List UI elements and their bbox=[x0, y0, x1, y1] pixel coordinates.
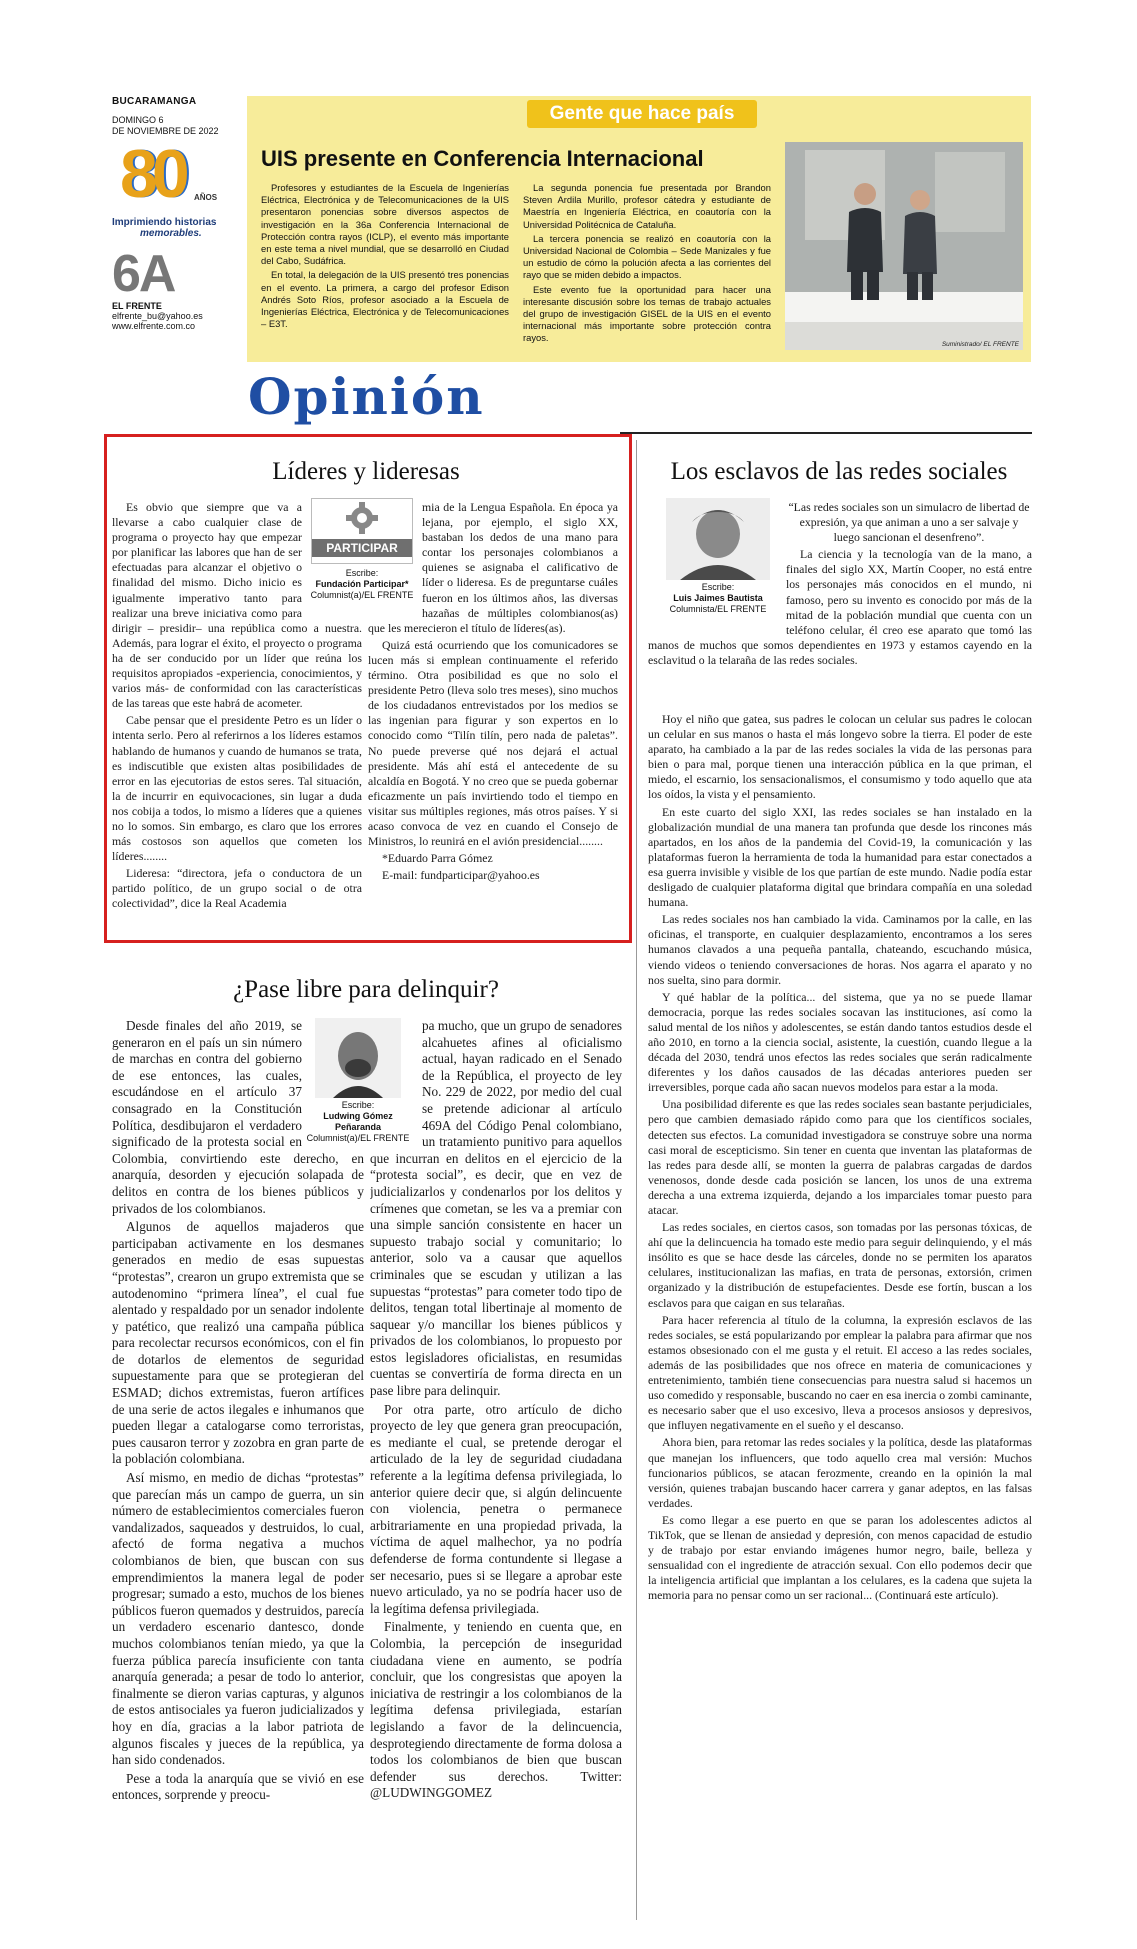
article-paragraph: Algunos de aquellos majaderos que participaban activamente en los desmanes generados en medio de esas supuestas “protestas”, crearon un grupo extremista que se autodenomino “primera línea”, el cual fue alentado y respaldado por un senador indolente y patético, que realizó una campaña pública para recolectar recursos económicos, con el fin de dotarlos de elementos de seguridad supuestamente para que se protegieran del ESMAD; dichos extremistas, fueron artífices de una serie de actos ilegales e inhumanos que pueden llegar a catalogarse como terroristas, pues causaron terror y zozobra en gran parte de la población colombiana. bbox=[112, 1219, 364, 1467]
banner-paragraph: En total, la delegación de la UIS presentó tres ponencias en el evento. La primera, a cargo del profesor Edison Andrés Soto Ríos, profesor asociado a la Escuela de Ingenierías Eléctrica, Electrónica y de Telecomunicaciones – E3T. bbox=[261, 269, 509, 330]
author-card-spacer bbox=[648, 500, 786, 628]
masthead bbox=[112, 96, 242, 366]
article-paragraph: Es como llegar a ese puerto en que se paran los adolescentes adictos al TikTok, que se llenan de ansiedad y depresión, con menos capacidad de estudio y de trabajo por estar enviando imágenes humor negro, baile, belleza y sensualidad con el ingrediente de atracción sexual. Con ello podemos decir que la inteligencia artificial que implantan a los celulares, es la cadena que sujeta la memoria para no pensar como un ser racional... (Continuará este artículo). bbox=[648, 1512, 1032, 1603]
article-paragraph: Y qué hablar de la política... del sistema, que ya no se puede llamar democracia, porque las redes sociales socavan las instituciones, así como la salud mental de los niños y adolescentes, se están dando tantos estudios desde el año 2010, en torno a la ciencia social, asistente, la cuestión, cuando llegue a la década del 2030, tendrá unos efectos las redes sociales que serán radicalmente diferentes y los daños causados de las décadas anteriores pueden ser irreversibles, porque cada año sacan nuevos modelos para estar a la moda. bbox=[648, 989, 1032, 1095]
article2-author-write: Escribe: bbox=[341, 1100, 375, 1110]
banner-col-2 bbox=[523, 182, 771, 345]
author-card-spacer bbox=[370, 1018, 422, 1148]
article3-author-name: Luis Jaimes Bautista bbox=[673, 593, 763, 603]
article-paragraph: Las redes sociales, en ciertos casos, son tomadas por las personas tóxicas, de ahí que la delincuencia ha tomado este medio para seguir delinquiendo, y el más insólito es que se hace desde las cárceles, donde no se permiten los aparatos celulares, institucionalizan las mafias, en trata de personas, extorsión, crimen organizado y la distribución de estupefacientes. Desde ese fortín, buscan a los esclavos para que caigan en sus telarañas. bbox=[648, 1220, 1032, 1310]
article3-intro bbox=[648, 500, 1032, 712]
page-number: 6A bbox=[112, 245, 175, 303]
article2-author-role: Columnist(a)/EL FRENTE bbox=[306, 1133, 410, 1143]
banner-paragraph: Profesores y estudiantes de la Escuela de Ingenierías Eléctrica, Electrónica y de Telecomunicaciones de la UIS presentaron ponencias sobre diversos aspectos de investigación en la 36a Conferencia Internacional de Protección contra rayos (ICLP), el evento más importante en este tema a nivel mundial, que se desarrolló en Ciudad del Cabo, Sudáfrica. bbox=[261, 182, 509, 267]
article1-col-2 bbox=[368, 500, 618, 930]
author-card-spacer bbox=[302, 1018, 364, 1148]
article-paragraph: La ciencia y la tecnología van de la mano, a finales del siglo XX, Martín Cooper, no está entre los personajes más conocidos en el mundo, ni famoso, pero su invento es conocido por más de la mitad de la población mundial que cuenta con un teléfono celular, él creo ese aparato que tomó las manos de muchos que somos dependientes en 1973 y estamos cayendo en la esclavitud o la telaraña de las redes sociales. bbox=[648, 547, 1032, 667]
article1-author-role: Columnist(a)/EL FRENTE bbox=[310, 590, 414, 600]
banner-paragraph: La segunda ponencia fue presentada por Brandon Steven Ardila Murillo, profesor cátedra y estudiante de Maestría en Ingeniería Eléctrica, en coautoría con la Universidad Politécnica de Cataluña. bbox=[523, 182, 771, 230]
article-paragraph: “Las redes sociales son un simulacro de libertad de expresión, ya que animan a uno a ser salvaje y luego sancionan el desenfreno”. bbox=[788, 500, 1030, 545]
column-divider bbox=[636, 440, 637, 1920]
article-paragraph: Las redes sociales nos han cambiado la vida. Caminamos por la calle, en las oficinas, el transporte, en cualquier desplazamiento, encontramos a los seres humanos clavados a una pequeña pantalla, chateando, escuchando música, viendo videos o teniendo conversaciones de horas. Nos agarra el aparato y no nos suelta, sino para dormir. bbox=[648, 912, 1032, 987]
author-card-spacer bbox=[368, 500, 422, 612]
article-paragraph: Quizá está ocurriendo que los comunicadores se lucen más si emplean continuamente el referido término. Otra posibilidad es que no solo el presidente Petro (lleva solo tres meses), sino muchos de los ciudadanos entrevistados por los medios se las ingenian para figurar y son expertos en lo conocido como “Tilín tilín, pero nada de paletas”. No puede preverse qué nos dejará el actual presidente. Más ahí está el antecedente de su alcaldía en Bogotá. Y no creo que se pueda gobernar eficazmente un país invirtiendo todo el tiempo en visitar sus múltiples regiones, más otros países. Y si acaso convoca de vez en cuando el Consejo de Ministros, lo reunirá en el avión presidencial........ bbox=[368, 637, 618, 849]
paper-email[interactable]: elfrente_bu@yahoo.es bbox=[112, 311, 203, 321]
participar-logo-text: PARTICIPAR bbox=[312, 539, 412, 557]
banner-section-tag: Gente que hace país bbox=[527, 100, 757, 128]
slogan-line-1: Imprimiendo historias bbox=[112, 217, 217, 228]
section-title: Opinión bbox=[248, 367, 485, 426]
article2-col-2 bbox=[370, 1018, 622, 1912]
banner-box bbox=[247, 96, 1031, 362]
article-paragraph: Lideresa: “directora, jefa o conductora de un partido político, de un grupo social o de otra colectividad”, dice la Real Academia bbox=[112, 866, 362, 911]
article-paragraph: Así mismo, en medio de dichas “protestas” que parecían más un campo de guerra, un sin número de establecimientos comerciales fueron vandalizados, saqueados y destruidos, lo cual, afectó de forma negativa a muchos colombianos de bien, que buscan con sus emprendimientos la manera legal de poder progresar; sumado a esto, muchos de los bienes públicos fueron quemados y destruidos, parecía un verdadero escenario dantesco, donde muchos colombianos tenían miedo, ya que la fuerza pública parecía insuficiente con tanta anarquía generada; a pesar de todo lo anterior, finalmente se dieron varias capturas, y algunos de estos antisociales ya fueron judicializados y hoy en día, gracias a la labor patriota de algunos fiscales y jueces de la república, ya han sido condenados. bbox=[112, 1470, 364, 1768]
article2-title: ¿Pase libre para delinquir? bbox=[233, 976, 499, 1003]
article-paragraph: Para hacer referencia al título de la columna, la expresión esclavos de las redes sociales, se está popularizando por emplear la palabra para afirmar que nos estamos obsesionado con el me gusta y el retuit. El acceso a las redes sociales, además de las posibilidades que nos ofrece en materia de comunicaciones y entretenimiento, también tiene consecuencias para nuestra salud si hacemos un uso comedido y responsable, buscando no caer en esa inercia o zombi caminante, es necesario saber que el uso excesivo, lleva a procesos ansiosos y depresivos, que influyen negativamente en el sueño y el descanso. bbox=[648, 1312, 1032, 1433]
banner-title: UIS presente en Conferencia Internacional bbox=[261, 146, 704, 171]
article2-author-name: Ludwing Gómez Peñaranda bbox=[323, 1111, 393, 1132]
banner-paragraph: Este evento fue la oportunidad para hacer una interesante discusión sobre los temas de trabajo actuales del grupo de investigación GISEL de la UIS en el evento internacional más importante sobre protección contra rayos. bbox=[523, 283, 771, 344]
author-card-spacer bbox=[302, 500, 362, 612]
conference-photo-illustration bbox=[785, 142, 1023, 350]
slogan-line-2: memorables. bbox=[140, 228, 202, 239]
banner-paragraph: La tercera ponencia se realizó en coautoría con la Universidad Nacional de Colombia – Sede Manizales y fue un estudio de cómo la polución afecta a las corrientes del rayo que se miden debido a impactos. bbox=[523, 232, 771, 281]
anniversary-logo bbox=[112, 136, 242, 217]
article-paragraph: Pese a toda la anarquía que se vivió en ese entonces, sorprende y preocu- bbox=[112, 1770, 364, 1803]
article3-author-write: Escribe: bbox=[701, 582, 735, 592]
article3-title: Los esclavos de las redes sociales bbox=[670, 458, 1008, 485]
city-label: BUCARAMANGA bbox=[112, 96, 197, 107]
article-paragraph: En este cuarto del siglo XXI, las redes sociales se han instalado en la globalización mundial de una manera tan profunda que desde los rincones más apartados, en los años de la pandemia del Covid-19, la comunicación y las plataformas fueron la herramienta de toda la humanidad para estar conectados a esa guerra invisible y visible de los que partían de este mundo. Nadie podía estar desligado de cualquier plataforma digital que brindara compañía en una soledad humana. bbox=[648, 804, 1032, 910]
article-paragraph: pa mucho, que un grupo de senadores alcahuetes afines al oficialismo actual, hayan radicado en el Senado de la República, el proyecto de ley No. 229 de 2022, por medio del cual se pretende adicionar al artículo 469A del Código Penal colombiano, un tratamiento punitivo para aquellos que incurran en delitos en el ejercicio de la “protesta social”, es decir, que en vez de judicializarlos y condenarlos por los delitos y crímenes que cometan, se les va a premiar con una simple sanción consistente en hacer un supuesto trabajo social y comunitario; lo anterior, solo va a causar que aquellos criminales que se escudan y utilizan a las supuestas “protestas” para cometer todo tipo de delitos, tengan total libertinaje al momento de saquear y/o mancillar los bienes públicos y privados de los colombianos, lo propuesto por estos legisladores oficialistas, en resumidas cuentas se convertiría de forma directa en un pase libre para delinquir. bbox=[370, 1018, 622, 1399]
article1-author-write: Escribe: bbox=[345, 568, 379, 578]
paper-website[interactable]: www.elfrente.com.co bbox=[112, 321, 196, 331]
banner-photo bbox=[785, 142, 1023, 350]
article1-title: Líderes y lideresas bbox=[272, 458, 460, 485]
anniversary-word: AÑOS bbox=[194, 193, 218, 202]
article-paragraph: Por otra parte, otro artículo de dicho proyecto de ley que genera gran preocupación, es mediante el cual, se pretende derogar el articulado de la ley de seguridad ciudadana referente a la legítima defensa privilegiada, lo anterior quiere decir que, si algún delincuente con violencia, penetra o permanece arbitrariamente en una propiedad privada, la víctima de aquel malhechor, ya no podría defenderse de forma contundente si llegase a ser necesario, pues si se llegare a aprobar este nuevo articulado, ya no se podría hacer uso de la legítima defensa privilegiada. bbox=[370, 1401, 622, 1616]
article1-author-name: Fundación Participar* bbox=[315, 579, 409, 589]
article-paragraph: mia de la Lengua Española. En época ya lejana, por ejemplo, el siglo XX, bastaban los dedos de una mano para contar los personajes colombianos a quienes se asignaba el calificativo de líder o lideresa. Es de preguntarse cuáles fueron en los últimos años, las diversas hazañas de múltiples colombianos(as) que les merecieron el título de líderes(as). bbox=[368, 500, 618, 635]
section-rule bbox=[620, 432, 1032, 434]
article-paragraph: Desde finales del año 2019, se generaron en el país un sin número de marchas en contra del gobierno de ese entonces, las cuales, escudándose en el artículo 37 consagrado en la Constitución Política, desdibujaron el verdadero significado de la protesta social en Colombia, convirtiendo este derecho, en anarquía, desorden y ejecución solapada de delitos en contra de los bienes públicos y privados de los colombianos. bbox=[112, 1018, 364, 1216]
banner-col-1 bbox=[261, 182, 509, 330]
article-paragraph: Ahora bien, para retomar las redes sociales y la política, desde las plataformas que manejan los influencers, que todo aquello crea mal versión: Muchos funcionarios públicos, se atacan ferozmente, creando en la opinión la mal versión, quienes trabajan buscando hacer carrera y ganar adeptos, en las falsas verdades. bbox=[648, 1435, 1032, 1510]
article2-col-1 bbox=[112, 1018, 364, 1912]
article3-body bbox=[648, 712, 1032, 1914]
anniversary-number: 80 bbox=[120, 136, 184, 212]
article-email[interactable]: E-mail: fundparticipar@yahoo.es bbox=[382, 868, 540, 883]
article-paragraph: Es obvio que siempre que va a llevarse a cabo cualquier clase de programa o proyecto hay que empezar por planificar las labores que han de ser efectuadas para alcanzar el objetivo o finalidad del mismo. Dicho inicio es igualmente imperativo tanto para realizar una breve iniciativa como para dirigir – presidir– una república como a nuestra. Además, para lograr el éxito, el proyecto o programa ha de ser conducido por un líder que reúna los requisitos apropiados -experiencia, conocimientos, y varios más- de conformidad con las características de las tareas que este habrá de acometer. bbox=[112, 500, 362, 711]
article-paragraph: Finalmente, y teniendo en cuenta que, en Colombia, la percepción de inseguridad ciudadana viene en aumento, se podría concluir, que los congresistas que apoyen la iniciativa de restringir a los colombianos de la legítima defensa privilegiada, estarían legislando a favor de la delincuencia, desprotegiendo directamente de forma dolosa a todos los colombianos de bien que buscan defender sus derechos. Twitter: @LUDWINGGOMEZ bbox=[370, 1619, 622, 1801]
article3-author-role: Columnista/EL FRENTE bbox=[669, 604, 767, 614]
paper-name: EL FRENTE bbox=[112, 301, 162, 311]
article-paragraph: Hoy el niño que gatea, sus padres le colocan un celular sus padres le colocan un celular en sus manos o hasta el más longevo sobre la tierra. El poder de este aparato, ha cambiado a la par de las redes sociales la vida de las personas para bien o para mal, porque tienen una interacción pública en la que priman, el miedo, el escarnio, los sensacionalismos, el consumismo y todo aquello que ata los oídos, la vista y el pensamiento. bbox=[648, 712, 1032, 802]
article-paragraph: Una posibilidad diferente es que las redes sociales sean bastante perjudiciales, pero que cambien demasiado rápido como para que los científicos sociales, detecten sus efectos. La comunidad investigadora se construye sobre una norma casi moral de escepticismo. Sin tener en cuenta que inventan las plataformas de las redes para desde allí, se monten la guerra de palabras cargadas de dardos venenosos, donde desde cada posición se lancen, los unos de una extrema derecha a una extrema izquierda, dejando a los imparciales tomar puesto para atacar. bbox=[648, 1097, 1032, 1217]
article-signature: *Eduardo Parra Gómez bbox=[382, 851, 493, 866]
photo-credit: Suministrado/ EL FRENTE bbox=[941, 341, 1019, 348]
date-label: DOMINGO 6 DE NOVIEMBRE DE 2022 bbox=[112, 115, 219, 136]
article-paragraph: Cabe pensar que el presidente Petro es un líder o intenta serlo. Pero al referirnos a los líderes estamos hablando de humanos y cuando de humanos se trata, es indiscutible que existen altas posibilidades de error en las ejecutorias de estos seres. Tal situación, la de incurrir en equivocaciones, sin lugar a duda nos cobija a todos, lo mismo a líderes que a quienes no lo somos. Sin embargo, es claro que los errores más costosos son aquellos que cometen los líderes........ bbox=[112, 713, 362, 864]
article1-col-1 bbox=[112, 500, 362, 930]
